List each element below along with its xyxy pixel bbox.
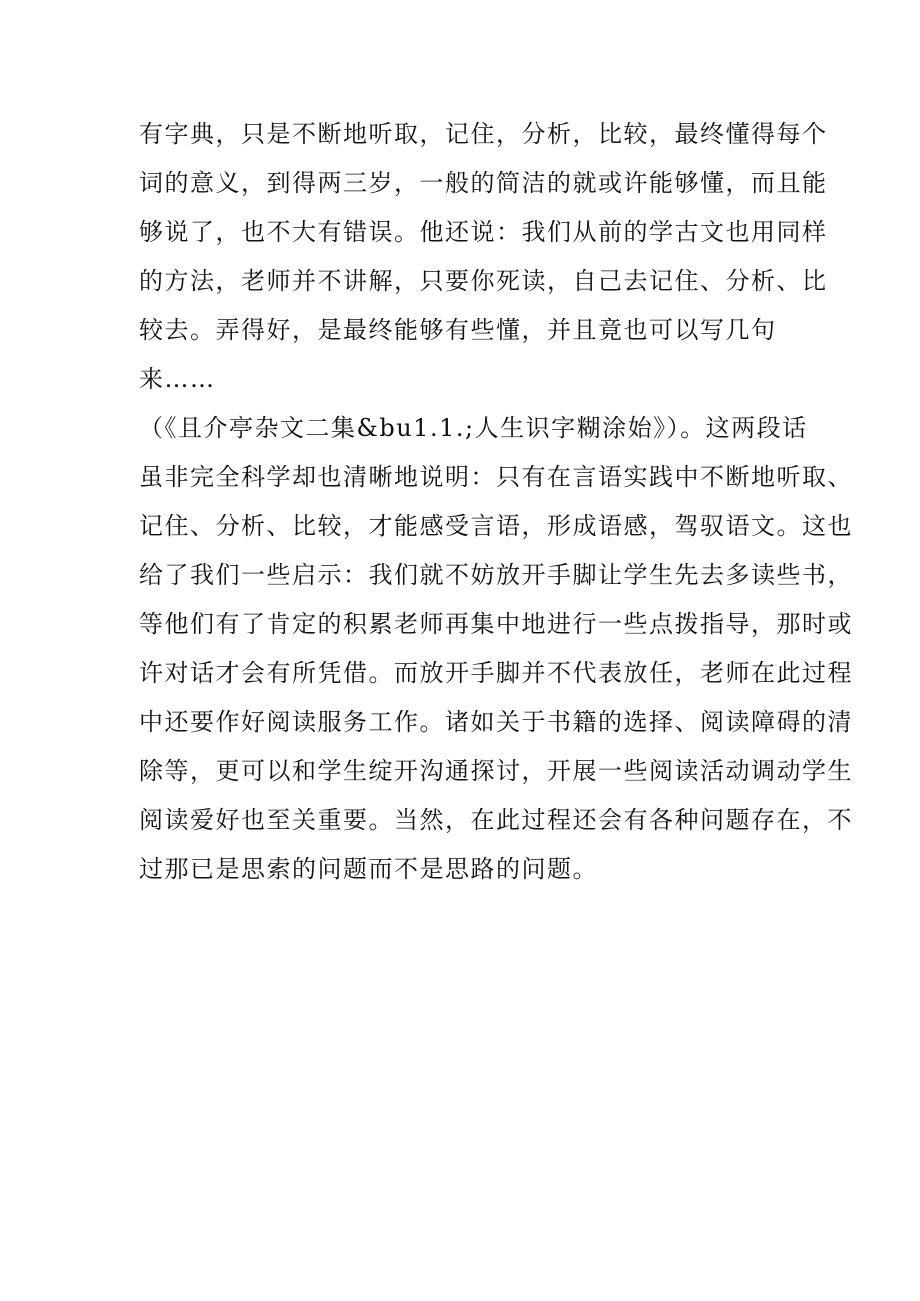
text-line: 虽非完全科学却也清晰地说明：只有在言语实践中不断地听取、 — [139, 463, 853, 491]
text-line: 记住、分析、比较，才能感受言语，形成语感，驾驭语文。这也 — [139, 512, 853, 540]
text-line: 过那已是思索的问题而不是思路的问题。 — [139, 855, 598, 883]
text-line: 给了我们一些启示：我们就不妨放开手脚让学生先去多读些书， — [139, 561, 853, 589]
text-line: 有字典，只是不断地听取，记住，分析，比较，最终懂得每个 — [139, 120, 828, 148]
text-line: 够说了，也不大有错误。他还说：我们从前的学古文也用同样 — [139, 218, 828, 246]
text-line: 来…… — [139, 365, 216, 393]
text-line: 词的意义，到得两三岁，一般的简洁的就或许能够懂，而且能 — [139, 169, 828, 197]
text-line: 等他们有了肯定的积累老师再集中地进行一些点拨指导，那时或 — [139, 610, 853, 638]
text-line: 许对话才会有所凭借。而放开手脚并不代表放任，老师在此过程 — [139, 659, 853, 687]
text-line: 中还要作好阅读服务工作。诸如关于书籍的选择、阅读障碍的清 — [139, 708, 853, 736]
body-text — [139, 110, 853, 894]
text-line: 的方法，老师并不讲解，只要你死读，自己去记住、分析、比 — [139, 267, 828, 295]
text-line: 较去。弄得好，是最终能够有些懂，并且竟也可以写几句 — [139, 316, 777, 344]
text-line: 阅读爱好也至关重要。当然，在此过程还会有各种问题存在，不 — [139, 806, 853, 834]
text-line: 除等，更可以和学生绽开沟通探讨，开展一些阅读活动调动学生 — [139, 757, 853, 785]
text-line: （《且介亭杂文二集&bu1.1.;人生识字糊涂始》）。这两段话 — [139, 414, 808, 442]
